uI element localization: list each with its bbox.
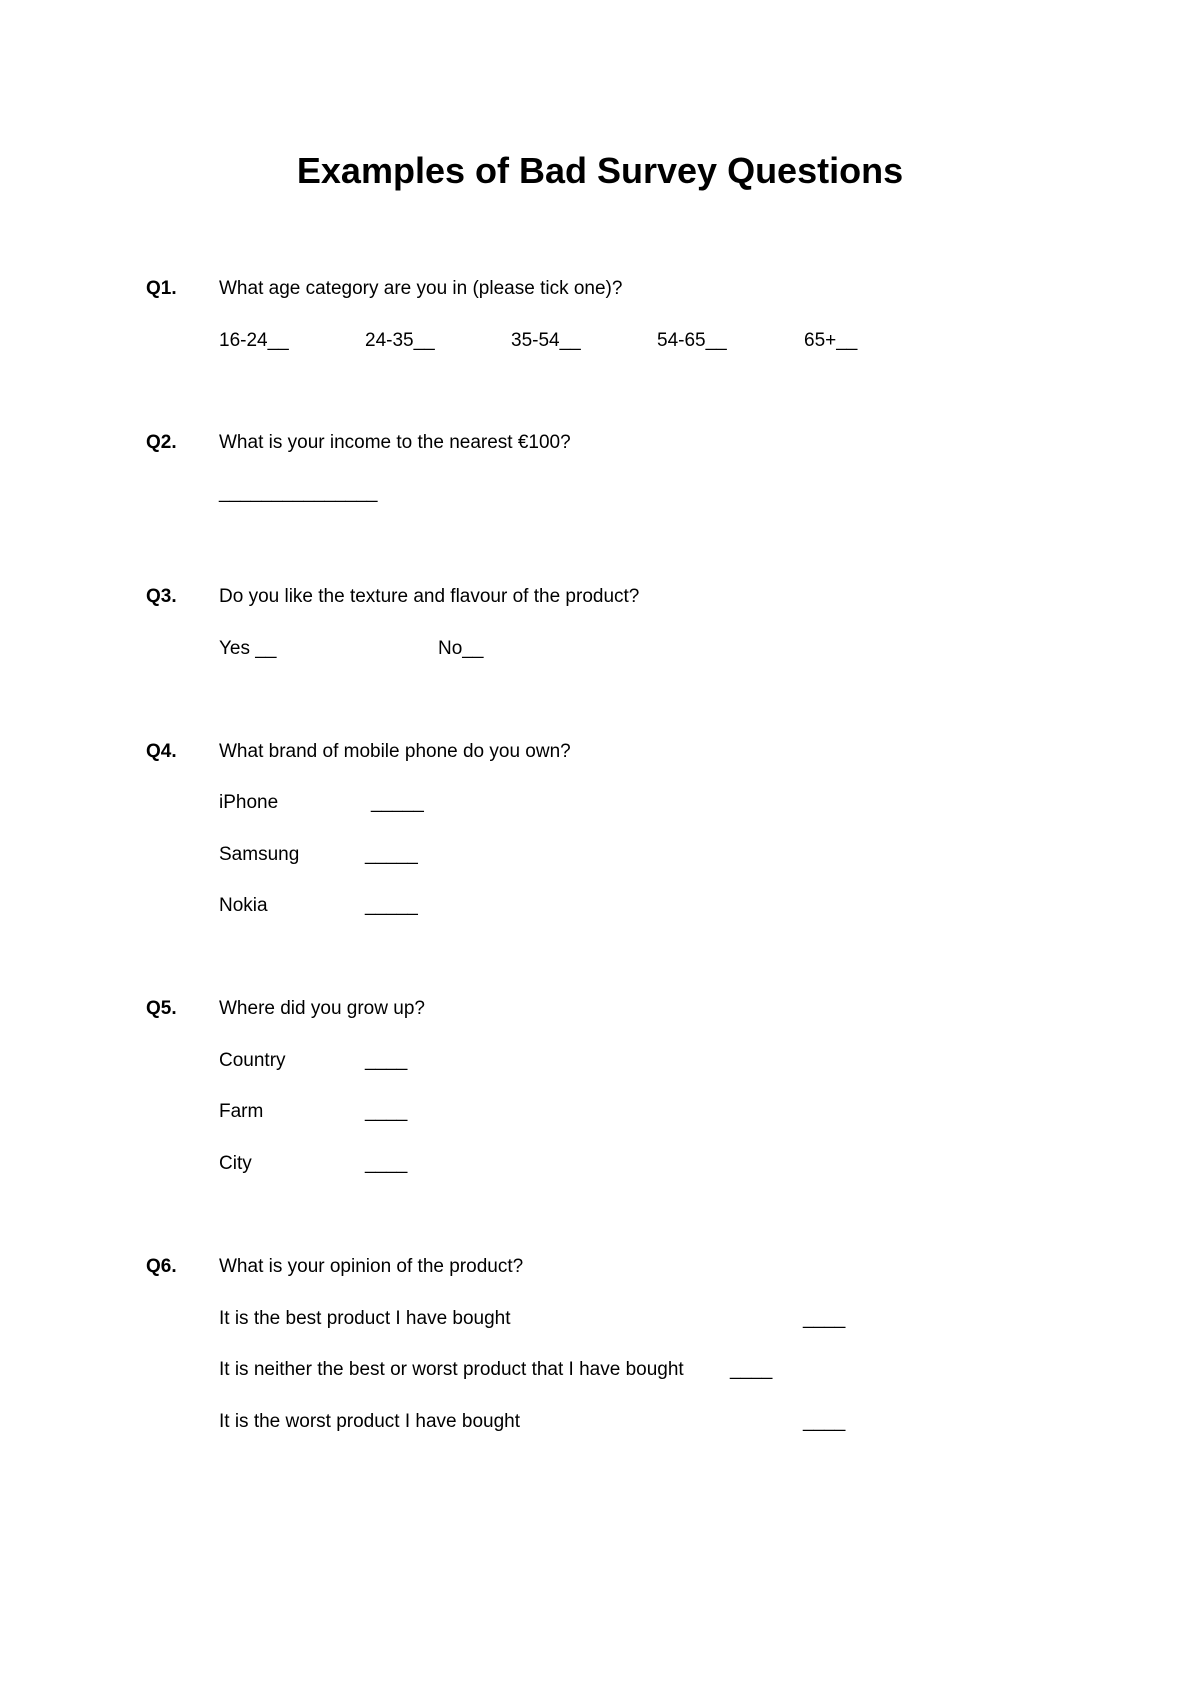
q3-option-no[interactable]: No__	[438, 638, 484, 659]
question-2-text: What is your income to the nearest €100?	[219, 432, 571, 453]
question-4-text: What brand of mobile phone do you own?	[219, 741, 571, 762]
q4-option-samsung-blank[interactable]: _____	[365, 844, 418, 865]
q6-option-neither-blank[interactable]: ____	[730, 1359, 773, 1380]
question-5-text: Where did you grow up?	[219, 998, 425, 1019]
q5-option-country-label: Country	[219, 1050, 286, 1071]
question-5-number: Q5.	[146, 998, 177, 1019]
q1-option-24-35[interactable]: 24-35__	[365, 330, 435, 351]
question-3-number: Q3.	[146, 586, 177, 607]
question-2-number: Q2.	[146, 432, 177, 453]
q5-option-city-label: City	[219, 1153, 252, 1174]
q6-option-neither-label: It is neither the best or worst product that I have bought	[219, 1359, 684, 1380]
q1-option-16-24[interactable]: 16-24__	[219, 330, 289, 351]
q6-option-worst-label: It is the worst product I have bought	[219, 1411, 521, 1432]
question-1-text: What age category are you in (please tick one)?	[219, 278, 623, 299]
q4-option-samsung-label: Samsung	[219, 844, 300, 865]
question-6-text: What is your opinion of the product?	[219, 1256, 524, 1277]
q4-option-iphone-label: iPhone	[219, 792, 279, 813]
q5-option-city-blank[interactable]: ____	[365, 1153, 408, 1174]
q2-answer-line[interactable]: _______________	[219, 482, 378, 503]
q6-option-best-label: It is the best product I have bought	[219, 1308, 511, 1329]
q1-option-65-plus[interactable]: 65+__	[804, 330, 858, 351]
q5-option-farm-label: Farm	[219, 1101, 264, 1122]
q1-option-35-54[interactable]: 35-54__	[511, 330, 581, 351]
question-4-number: Q4.	[146, 741, 177, 762]
q3-option-yes[interactable]: Yes __	[219, 638, 277, 659]
q6-option-worst-blank[interactable]: ____	[803, 1411, 846, 1432]
q6-option-best-blank[interactable]: ____	[803, 1308, 846, 1329]
q5-option-country-blank[interactable]: ____	[365, 1050, 408, 1071]
q4-option-nokia-label: Nokia	[219, 895, 268, 916]
question-1-number: Q1.	[146, 278, 177, 299]
q1-option-54-65[interactable]: 54-65__	[657, 330, 727, 351]
q5-option-farm-blank[interactable]: ____	[365, 1101, 408, 1122]
q4-option-iphone-blank[interactable]: _____	[371, 792, 424, 813]
page-title: Examples of Bad Survey Questions	[296, 150, 904, 191]
q4-option-nokia-blank[interactable]: _____	[365, 895, 418, 916]
question-3-text: Do you like the texture and flavour of the product?	[219, 586, 640, 607]
question-6-number: Q6.	[146, 1256, 177, 1277]
